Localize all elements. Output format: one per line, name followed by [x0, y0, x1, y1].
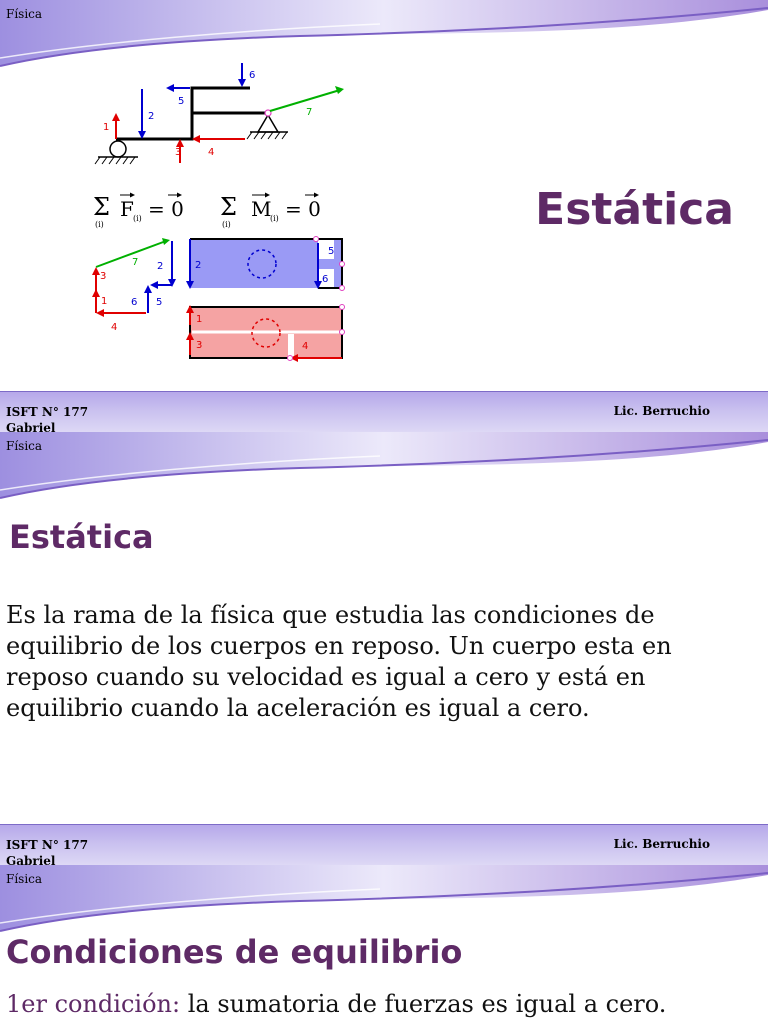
slide-title: Condiciones de equilibrio: [6, 933, 463, 971]
svg-text:6: 6: [131, 297, 138, 308]
svg-text:5: 5: [328, 246, 335, 257]
svg-text:4: 4: [302, 341, 309, 352]
svg-text:7: 7: [306, 107, 313, 118]
slide-body-text: Es la rama de la física que estudia las condiciones de equilibrio de los cuerpos en reposo. Un cuerpo esta en reposo cuando su velocidad es igual a cero y está en equilibrio cuando la aceleración es igual a cero.: [6, 601, 672, 722]
svg-text:3: 3: [196, 340, 203, 351]
svg-text:2: 2: [195, 260, 202, 271]
footer-teacher: Lic. Berruchio: [613, 837, 710, 851]
svg-text:3: 3: [100, 271, 107, 282]
svg-text:2: 2: [148, 111, 155, 122]
course-label: Física: [6, 7, 43, 21]
slide-1: [0, 0, 768, 432]
equilibrium-equations: [93, 193, 321, 230]
header-wave: [0, 865, 768, 935]
svg-text:7: 7: [132, 257, 139, 268]
svg-text:3: 3: [175, 147, 182, 158]
roller-support: [110, 141, 126, 157]
pin-support: [258, 115, 278, 132]
svg-text:4: 4: [208, 147, 215, 158]
statics-diagram: [80, 55, 355, 370]
footer: [0, 391, 768, 432]
svg-text:(i): (i): [270, 214, 279, 223]
footer: [0, 824, 768, 865]
svg-text:4: 4: [111, 322, 118, 333]
svg-text:6: 6: [249, 70, 256, 81]
footer-institute: ISFT N° 177 Gabriel: [6, 405, 89, 432]
course-label: Física: [6, 872, 43, 886]
footer-institute: ISFT N° 177 Gabriel: [6, 838, 89, 865]
svg-text:(i): (i): [95, 220, 104, 229]
svg-text:1: 1: [196, 314, 203, 325]
condition-line: [6, 990, 766, 1018]
svg-text:1: 1: [101, 296, 108, 307]
svg-text:1: 1: [103, 122, 110, 133]
course-label: Física: [6, 439, 43, 453]
svg-text:F: F: [120, 197, 134, 221]
footer-teacher: Lic. Berruchio: [613, 404, 710, 418]
condition-text: la sumatoria de fuerzas es igual a cero.: [180, 990, 667, 1018]
svg-text:Σ: Σ: [93, 193, 110, 221]
slide-title: Estática: [535, 184, 734, 235]
header-wave: [0, 432, 768, 502]
svg-text:Σ: Σ: [220, 193, 237, 221]
svg-text:6: 6: [322, 274, 329, 285]
condition-label: 1er condición:: [6, 990, 181, 1018]
slide-3: [0, 865, 768, 1024]
svg-text:= 0: = 0: [285, 197, 321, 221]
svg-text:5: 5: [178, 96, 185, 107]
svg-text:(i): (i): [133, 214, 142, 223]
svg-text:= 0: = 0: [148, 197, 184, 221]
svg-text:2: 2: [157, 261, 164, 272]
slide-2: [0, 432, 768, 865]
svg-text:M: M: [251, 197, 272, 221]
slide-title: Estática: [9, 518, 154, 556]
svg-text:5: 5: [156, 297, 163, 308]
svg-text:(i): (i): [222, 220, 231, 229]
